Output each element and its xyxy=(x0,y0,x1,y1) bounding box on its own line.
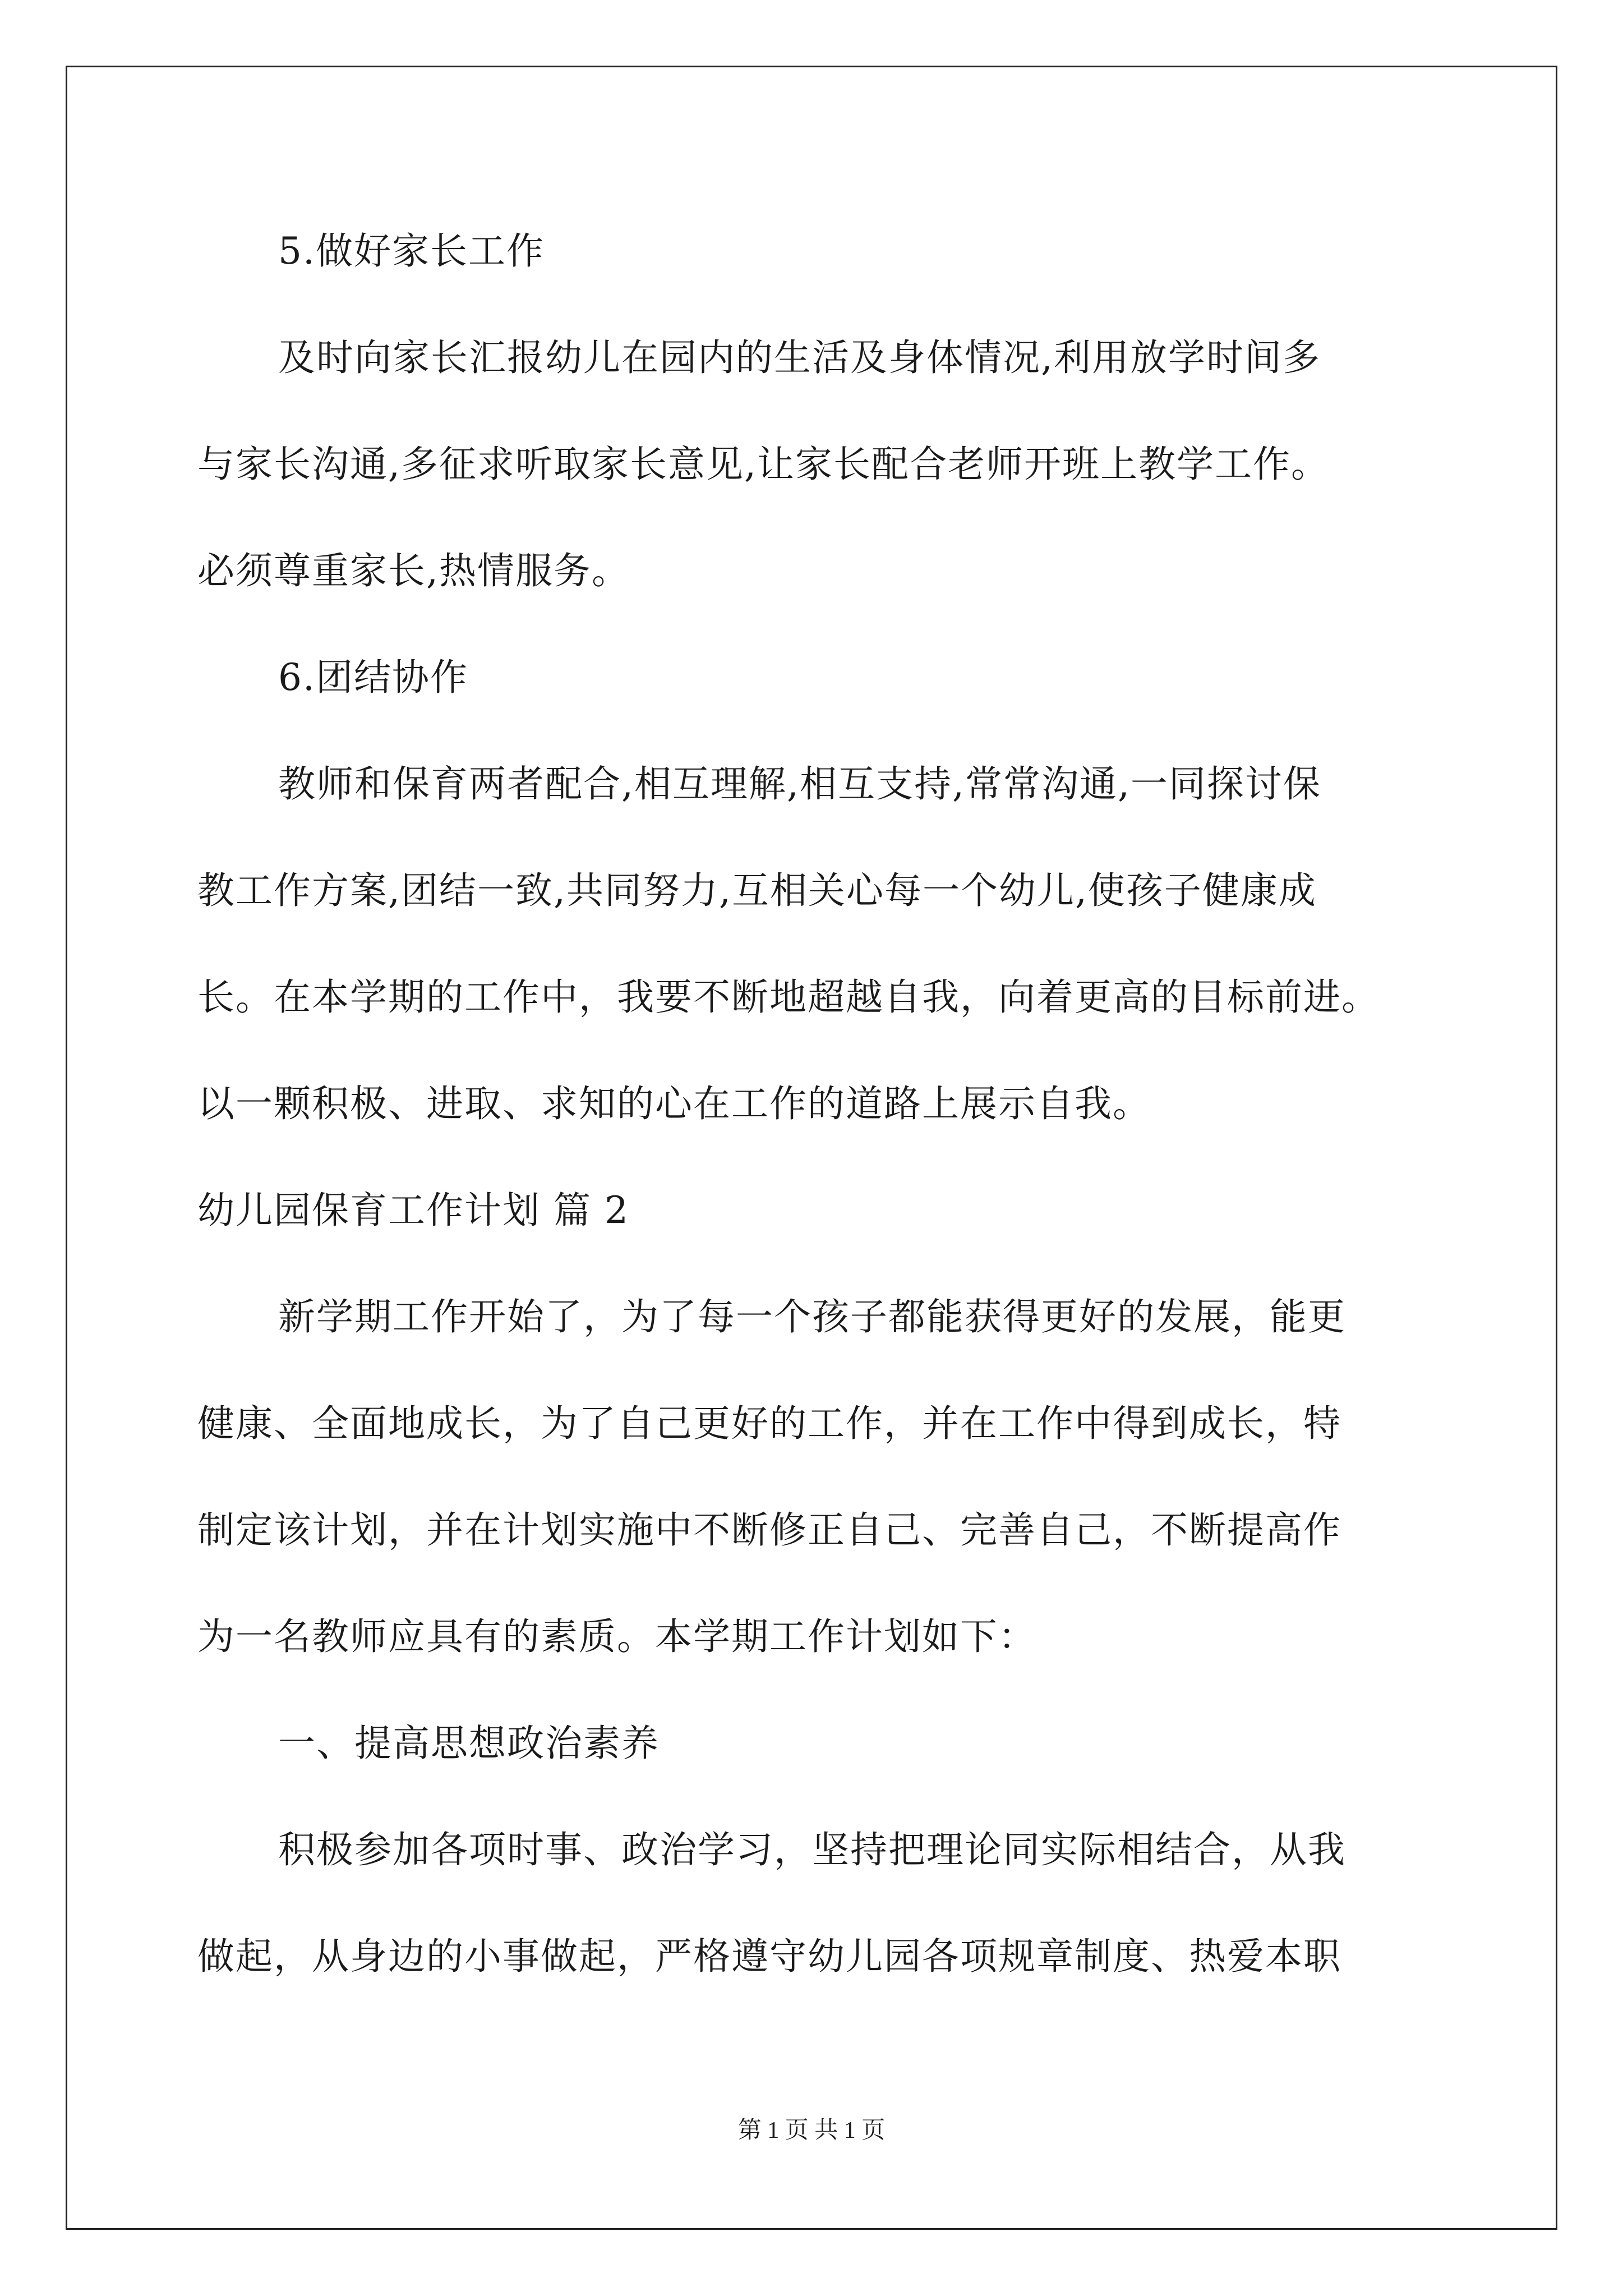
paragraph-line: 积极参加各项时事、政治学习，坚持把理论同实际相结合，从我 xyxy=(278,1828,1346,1871)
paragraph-line: 教工作方案,团结一致,共同努力,互相关心每一个幼儿,使孩子健康成 xyxy=(197,869,1317,912)
paragraph-line: 长。在本学期的工作中，我要不断地超越自我，向着更高的目标前进。 xyxy=(197,976,1380,1019)
section-heading-parent-work: 5.做好家长工作 xyxy=(278,229,545,273)
paragraph-line: 制定该计划，并在计划实施中不断修正自己、完善自己，不断提高作 xyxy=(197,1508,1341,1552)
paragraph-line: 及时向家长汇报幼儿在园内的生活及身体情况,利用放学时间多 xyxy=(278,336,1321,379)
paragraph-line: 必须尊重家长,热情服务。 xyxy=(197,549,630,592)
paragraph-line: 为一名教师应具有的素质。本学期工作计划如下： xyxy=(197,1615,1036,1658)
paragraph-line: 健康、全面地成长，为了自己更好的工作，并在工作中得到成长，特 xyxy=(197,1402,1341,1445)
page-border xyxy=(66,66,1557,2230)
paragraph-line: 新学期工作开始了，为了每一个孩子都能获得更好的发展，能更 xyxy=(278,1295,1346,1338)
paragraph-line: 以一颗积极、进取、求知的心在工作的道路上展示自我。 xyxy=(197,1082,1151,1125)
section-heading-teamwork: 6.团结协作 xyxy=(278,656,468,699)
document-title-part-2: 幼儿园保育工作计划 篇 2 xyxy=(197,1189,629,1232)
paragraph-line: 教师和保育两者配合,相互理解,相互支持,常常沟通,一同探讨保 xyxy=(278,762,1321,806)
page-footer: 第 1 页 共 1 页 xyxy=(737,2118,886,2143)
section-heading-political-literacy: 一、提高思想政治素养 xyxy=(278,1722,660,1765)
paragraph-line: 做起，从身边的小事做起，严格遵守幼儿园各项规章制度、热爱本职 xyxy=(197,1935,1341,1978)
paragraph-line: 与家长沟通,多征求听取家长意见,让家长配合老师开班上教学工作。 xyxy=(197,443,1329,486)
